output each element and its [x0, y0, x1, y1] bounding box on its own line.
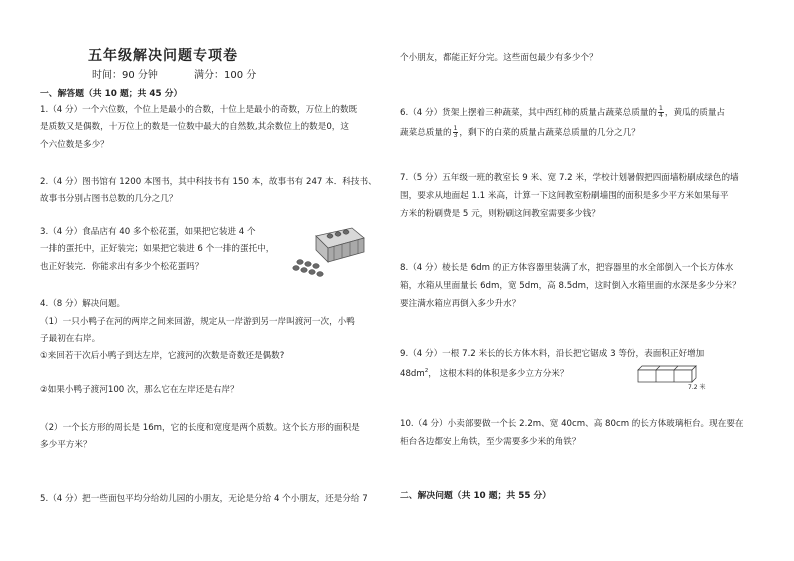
q6-line [400, 126, 640, 139]
q3-line: 也正好装完．你能求出有多少个松花蛋吗？ [40, 262, 204, 272]
page-title: 五年级解决问题专项卷 [88, 48, 238, 64]
section-one-heading: 一、解答题（共 10 题；共 45 分） [40, 89, 183, 99]
q4-line: 4.（8 分）解决问题。 [40, 299, 126, 309]
q6-text: 蔬菜总质量的 [400, 128, 452, 138]
q4-line: ②如果小鸭子渡河100 次，那么它在左岸还是右岸？ [40, 385, 239, 395]
q8-line: 箱，水箱从里面量长 6dm，宽 5dm，高 8.5dm，这时倒入水箱里面的水深是多少分米？ [400, 281, 741, 291]
section-two-heading: 二、解决问题（共 10 题；共 55 分） [400, 491, 552, 501]
q9-superscript: 2 [424, 368, 429, 374]
q4-line: 子最初在右岸。 [40, 334, 101, 344]
q3-line: 3.（4 分）食品店有 40 多个松花蛋，如果把它装进 4 个 [40, 227, 256, 237]
q4-line: ①来回若干次后小鸭子到达左岸，它渡河的次数是奇数还是偶数? [40, 351, 285, 361]
q7-line: 围，要求从地面起 1.1 米高，计算一下这间教室粉刷墙围的面积是多少平方米如果每平 [400, 191, 729, 201]
q1-line: 是质数又是偶数，十万位上的数是一位数中最大的自然数,其余数位上的数是0，这 [40, 122, 349, 132]
q4-line: （1）一只小鸭子在河的两岸之间来回游，规定从一岸游到另一岸叫渡河一次，小鸭 [40, 317, 355, 327]
q2-line: 2.（4 分）图书馆有 1200 本图书，其中科技书有 150 本，故事书有 247 本．科技书、 [40, 177, 377, 187]
exam-time: 时间：90 分钟 [92, 70, 158, 81]
exam-score: 满分：100 分 [194, 70, 257, 81]
wood-beam-illustration [636, 364, 698, 386]
egg-tray-illustration [290, 222, 370, 280]
q7-line: 方米的粉刷费是 5 元，则粉刷这间教室需要多少钱？ [400, 209, 600, 219]
fraction-one-third [453, 126, 459, 139]
fraction-numerator: 1 [659, 105, 663, 112]
fraction-denominator: 3 [453, 132, 458, 139]
fraction-denominator: 4 [659, 112, 663, 119]
q9-line: 9.（4 分）一根 7.2 米长的长方体木料，沿长把它锯成 3 等份，表面积正好增加 [400, 349, 705, 359]
q1-line: 1.（4 分）一个六位数，个位上是最小的合数，十位上是最小的奇数，万位上的数既 [40, 105, 358, 115]
fraction-one-quarter [658, 106, 664, 119]
question-5: 5.（4 分）把一些面包平均分给幼儿园的小朋友，无论是分给 4 个小朋友，还是分给 7 [40, 494, 368, 504]
q6-text: ，黄瓜的质量占 [664, 108, 726, 118]
q6-text: ，剩下的白菜的质量占蔬菜总质量的几分之几？ [459, 128, 640, 138]
q6-text: 6.（4 分）货架上摆着三种蔬菜，其中西红柿的质量占蔬菜总质量的 [400, 108, 658, 118]
q7-line: 7.（5 分）五年级一班的教室长 9 米、宽 7.2 米，学校计划暑假把四面墙粉刷成绿色的墙 [400, 173, 739, 183]
beam-length-label: 7.2 米 [688, 384, 706, 391]
q5-continued: 个小朋友，都能正好分完。这些面包最少有多少个？ [400, 53, 598, 63]
q4-line: 多少平方米？ [40, 440, 92, 450]
q3-line: 一排的蛋托中，正好装完；如果把它装进 6 个一排的蛋托中， [40, 244, 275, 254]
q1-line: 个六位数是多少？ [40, 140, 109, 150]
fraction-numerator: 1 [453, 125, 458, 132]
q2-line: 故事书分别占图书总数的几分之几？ [40, 194, 178, 204]
q9-line [400, 365, 569, 380]
q9-text: 48dm [400, 368, 425, 379]
q9-text: ， 这根木料的体积是多少立方分米？ [428, 368, 569, 379]
q10-line: 柜台各边都安上角铁，至少需要多少米的角铁？ [400, 437, 581, 447]
q10-line: 10.（4 分）小卖部要做一个长 2.2m、宽 40cm、高 80cm 的长方体玻璃柜台。现在要在 [400, 419, 744, 429]
q8-line: 要注满水箱应再倒入多少升水？ [400, 299, 521, 309]
q6-line [400, 106, 725, 119]
q8-line: 8.（4 分）棱长是 6dm 的正方体容器里装满了水，把容器里的水全部倒入一个长方体水 [400, 263, 734, 273]
q4-line: （2）一个长方形的周长是 16m，它的长度和宽度是两个质数。这个长方形的面积是 [40, 423, 360, 433]
